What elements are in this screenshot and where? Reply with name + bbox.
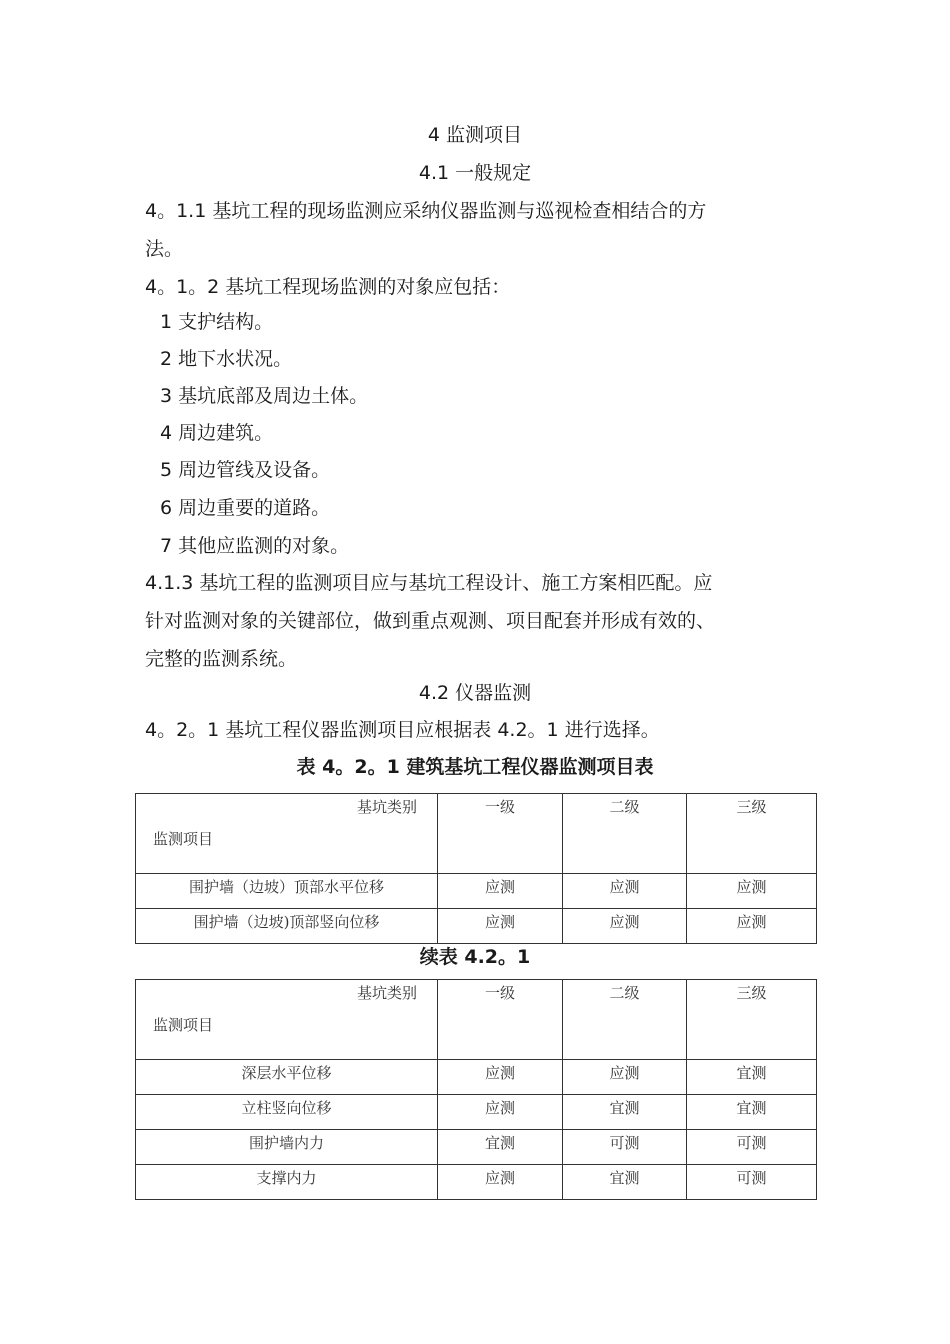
table-row [136, 1130, 817, 1165]
level-header: 三级 [687, 794, 817, 874]
table-row [136, 1095, 817, 1130]
value-cell: 可测 [563, 1130, 687, 1165]
clause-4-1-3-line1: 4.1.3 基坑工程的监测项目应与基坑工程设计、施工方案相匹配。应 [145, 572, 713, 594]
object-list-item: 2 地下水状况。 [160, 348, 293, 370]
object-list-item: 5 周边管线及设备。 [160, 459, 331, 481]
header-category-label: 基坑类别 [356, 798, 417, 816]
level-header: 三级 [687, 980, 817, 1060]
value-cell: 宜测 [687, 1060, 817, 1095]
table-header-row [136, 794, 817, 874]
clause-4-1-3-line3: 完整的监测系统。 [145, 648, 298, 670]
table-row [136, 1165, 817, 1200]
value-cell: 宜测 [438, 1130, 563, 1165]
value-cell: 宜测 [563, 1165, 687, 1200]
value-cell: 应测 [438, 909, 563, 944]
value-cell: 应测 [687, 909, 817, 944]
table1-caption: 表 4。2。1 建筑基坑工程仪器监测项目表 [296, 756, 654, 778]
table-header-row [136, 980, 817, 1060]
level-header: 一级 [438, 794, 563, 874]
value-cell: 应测 [563, 1060, 687, 1095]
item-cell: 围护墙（边坡)顶部竖向位移 [136, 909, 438, 944]
item-cell: 围护墙（边坡）顶部水平位移 [136, 874, 438, 909]
table-row [136, 1060, 817, 1095]
object-list-item: 3 基坑底部及周边土体。 [160, 385, 369, 407]
value-cell: 应测 [438, 1060, 563, 1095]
clause-4-1-1-line2: 法。 [145, 238, 184, 260]
value-cell: 应测 [438, 874, 563, 909]
level-header: 二级 [563, 980, 687, 1060]
section-title-4-2: 4.2 仪器监测 [418, 682, 532, 704]
header-category-label: 基坑类别 [356, 984, 417, 1002]
item-cell: 立柱竖向位移 [136, 1095, 438, 1130]
clause-4-2-1: 4。2。1 基坑工程仪器监测项目应根据表 4.2。1 进行选择。 [145, 719, 660, 741]
diagonal-header-cell [136, 980, 438, 1060]
item-cell: 深层水平位移 [136, 1060, 438, 1095]
level-header: 一级 [438, 980, 563, 1060]
value-cell: 应测 [438, 1095, 563, 1130]
section-title-4-1: 4.1 一般规定 [418, 162, 532, 184]
diagonal-header-cell [136, 794, 438, 874]
value-cell: 应测 [563, 874, 687, 909]
value-cell: 可测 [687, 1165, 817, 1200]
header-item-label: 监测项目 [153, 830, 214, 848]
clause-4-1-3-line2: 针对监测对象的关键部位，做到重点观测、项目配套并形成有效的、 [145, 610, 716, 632]
level-header: 二级 [563, 794, 687, 874]
item-cell: 围护墙内力 [136, 1130, 438, 1165]
value-cell: 宜测 [687, 1095, 817, 1130]
monitoring-table-1 [135, 793, 817, 944]
chapter-title: 4 监测项目 [427, 124, 523, 146]
object-list-item: 4 周边建筑。 [160, 422, 274, 444]
value-cell: 可测 [687, 1130, 817, 1165]
item-cell: 支撑内力 [136, 1165, 438, 1200]
object-list-item: 1 支护结构。 [160, 311, 274, 333]
clause-4-1-2: 4。1。2 基坑工程现场监测的对象应包括： [145, 276, 511, 298]
object-list-item: 7 其他应监测的对象。 [160, 535, 350, 557]
table2-caption: 续表 4.2。1 [419, 946, 531, 968]
object-list-item: 6 周边重要的道路。 [160, 497, 331, 519]
value-cell: 应测 [438, 1165, 563, 1200]
clause-4-1-1-line1: 4。1.1 基坑工程的现场监测应采纳仪器监测与巡视检查相结合的方 [145, 200, 707, 222]
table-row [136, 874, 817, 909]
value-cell: 宜测 [563, 1095, 687, 1130]
value-cell: 应测 [563, 909, 687, 944]
value-cell: 应测 [687, 874, 817, 909]
monitoring-table-2 [135, 979, 817, 1200]
header-item-label: 监测项目 [153, 1016, 214, 1034]
